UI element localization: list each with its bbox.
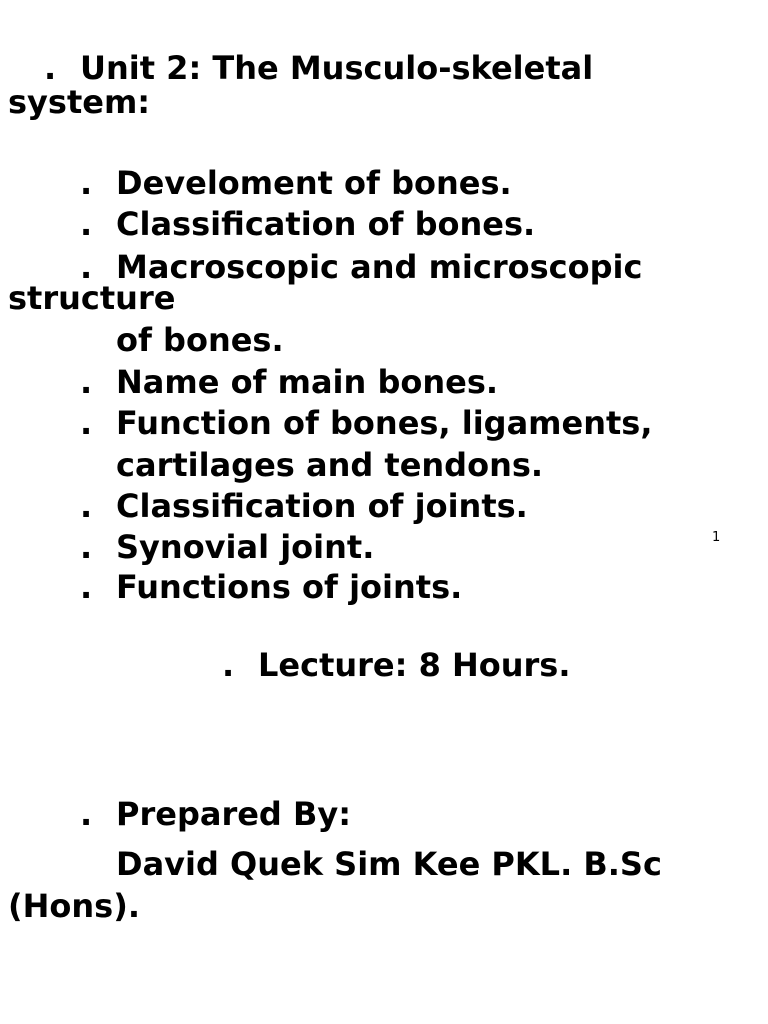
title-line-1: Unit 2: The Musculo-skeletal [80,49,594,87]
topic-function-line-2: cartilages and tendons. [116,446,544,484]
topic-structure-line-1: Macroscopic and microscopic [116,248,643,286]
topic-function-line-1: Function of bones, ligaments, [116,404,653,442]
topic-structure-line-2: structure [8,279,176,317]
prepared-by-label: Prepared By: [116,795,352,833]
bullet-marker: . [80,568,93,606]
lecture-bullet: . [222,646,235,684]
topic-functions-joints: Functions of joints. [116,568,463,606]
lecture-hours: Lecture: 8 Hours. [258,646,571,684]
title-bullet: . [44,49,57,87]
author-name-line-2: (Hons). [8,887,140,925]
author-name-line-1: David Quek Sim Kee PKL. B.Sc [116,845,662,883]
topic-classification-joints: Classification of joints. [116,487,528,525]
topic-classification-bones: Classification of bones. [116,205,536,243]
author-bullet: . [80,795,93,833]
bullet-marker: . [80,248,93,286]
topic-structure-line-3: of bones. [116,321,284,359]
title-line-2: system: [8,83,151,121]
bullet-marker: . [80,164,93,202]
topic-development: Develoment of bones. [116,164,512,202]
bullet-marker: . [80,487,93,525]
topic-main-bones: Name of main bones. [116,363,499,401]
topic-synovial-joint: Synovial joint. [116,528,375,566]
bullet-marker: . [80,205,93,243]
bullet-marker: . [80,404,93,442]
bullet-marker: . [80,363,93,401]
bullet-marker: . [80,528,93,566]
page-number: 1 [712,530,721,545]
